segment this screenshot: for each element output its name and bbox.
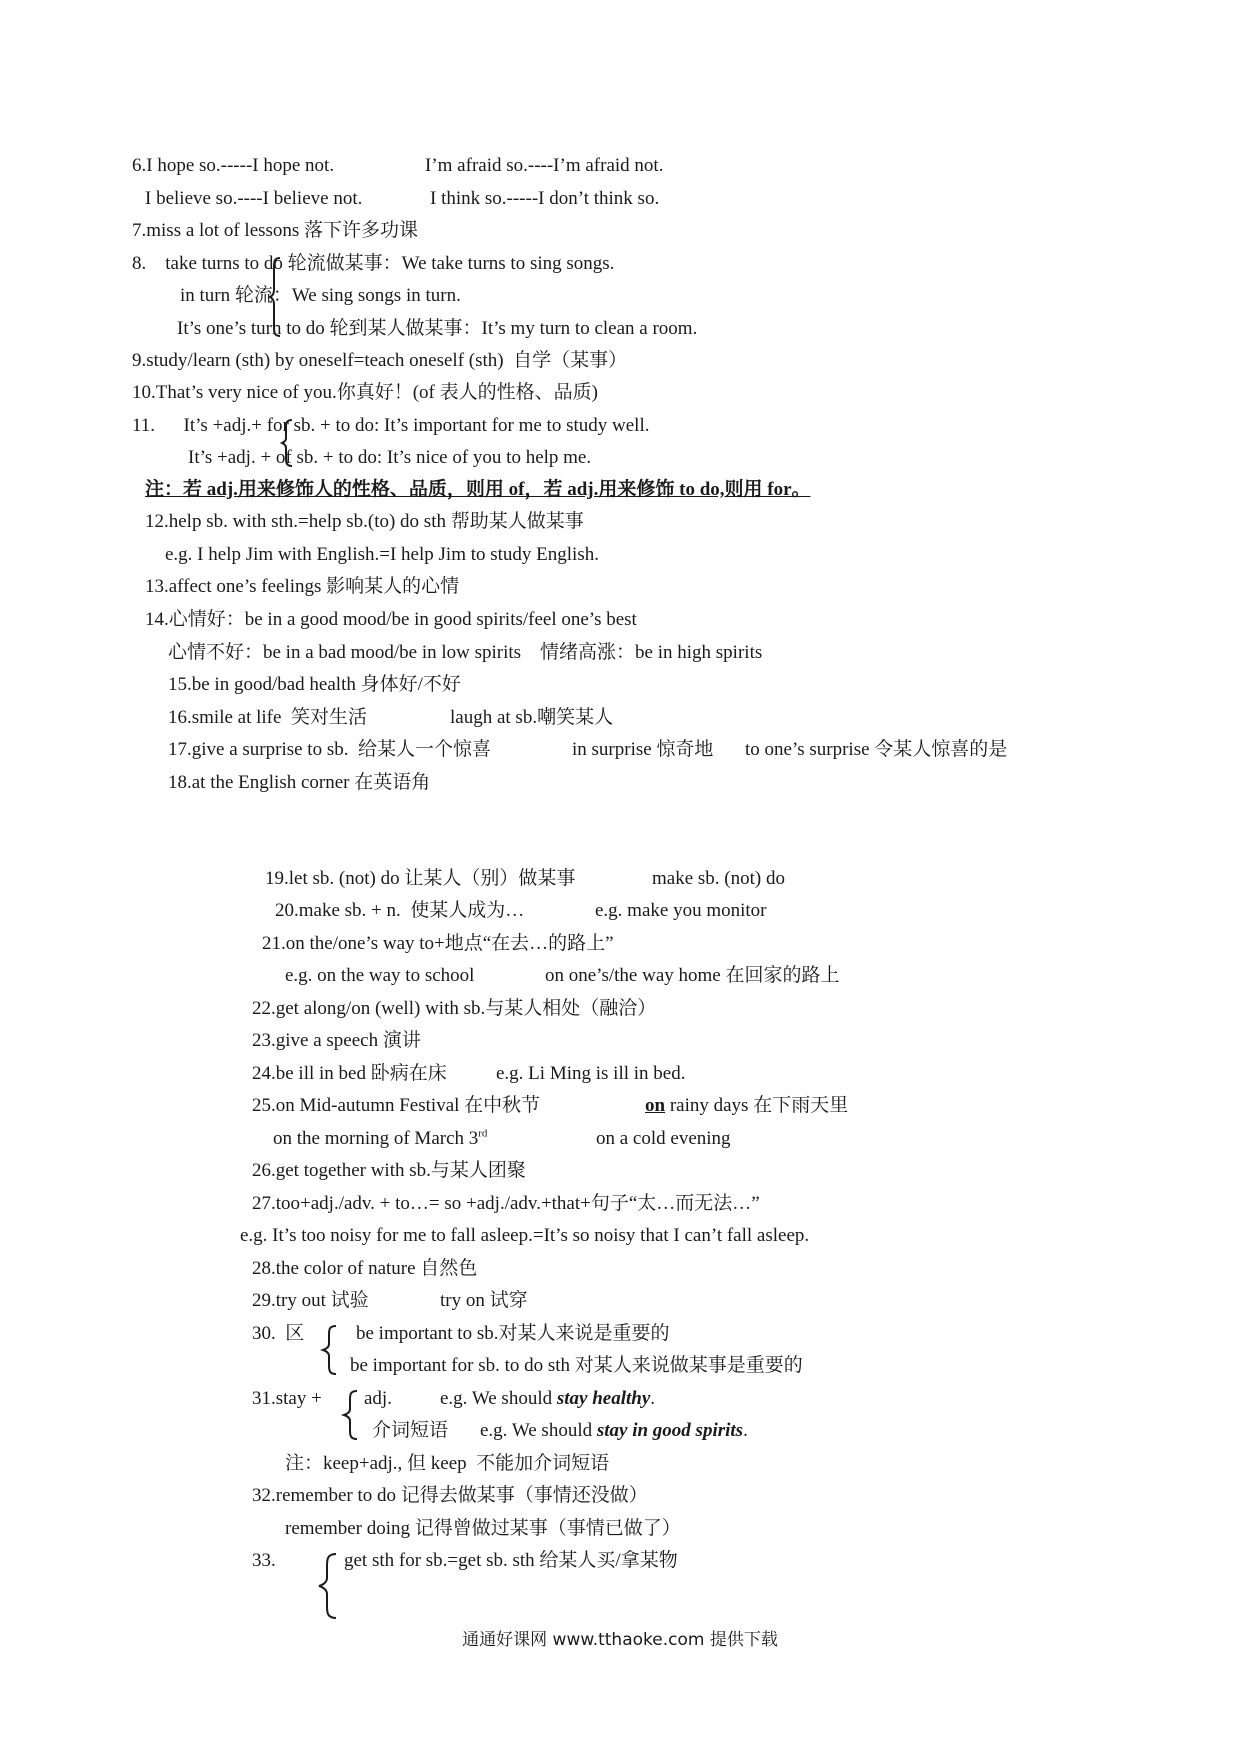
item-31-adj-example: e.g. We should stay healthy. xyxy=(440,1388,656,1409)
item-17b: in surprise 惊奇地 xyxy=(572,739,714,760)
item-30-line2: be important for sb. to do sth 对某人来说做某事是重要的 xyxy=(350,1355,803,1376)
item-20a: 20.make sb. + n. 使某人成为… xyxy=(275,900,525,921)
item-31-adj: adj. xyxy=(364,1388,392,1409)
item-28: 28.the color of nature 自然色 xyxy=(252,1258,478,1279)
item-27: 27.too+adj./adv. + to…= so +adj./adv.+that+句子“太…而无法…” xyxy=(252,1193,760,1214)
item-12-example: e.g. I help Jim with English.=I help Jim to study English. xyxy=(165,544,599,565)
item-31-prep-example: e.g. We should stay in good spirits. xyxy=(480,1420,748,1441)
item-31-prep: 介词短语 xyxy=(372,1420,449,1441)
item-6-line2: I believe so.----I believe not. xyxy=(145,188,363,209)
item-6-line1: 6.I hope so.-----I hope not. xyxy=(132,155,335,176)
item-12: 12.help sb. with sth.=help sb.(to) do sth 帮助某人做某事 xyxy=(145,511,584,532)
item-21: 21.on the/one’s way to+地点“在去…的路上” xyxy=(262,933,614,954)
item-32-line2: remember doing 记得曾做过某事（事情已做了） xyxy=(285,1518,681,1539)
item-16a: 16.smile at life 笑对生活 xyxy=(168,707,367,728)
item-9: 9.study/learn (sth) by oneself=teach oneself (sth) 自学（某事） xyxy=(132,350,628,371)
item-15: 15.be in good/bad health 身体好/不好 xyxy=(168,674,461,695)
page-footer: 通通好课网 www.tthaoke.com 提供下载 xyxy=(462,1630,778,1650)
item-20b: e.g. make you monitor xyxy=(595,900,767,921)
item-30: 30. 区 xyxy=(252,1323,305,1344)
note-of-for: 注：若 adj.用来修饰人的性格、品质，则用 of，若 adj.用来修饰 to do,则用 for。 xyxy=(145,479,811,500)
item-22: 22.get along/on (well) with sb.与某人相处（融洽） xyxy=(252,998,657,1019)
item-25b: on rainy days 在下雨天里 xyxy=(645,1095,849,1116)
item-21-example-a: e.g. on the way to school xyxy=(285,965,475,986)
item-7: 7.miss a lot of lessons 落下许多功课 xyxy=(132,220,419,241)
item-24b: e.g. Li Ming is ill in bed. xyxy=(496,1063,686,1084)
item-19a: 19.let sb. (not) do 让某人（别）做某事 xyxy=(265,868,576,889)
item-8-line2: in turn 轮流：We sing songs in turn. xyxy=(180,285,461,306)
item-27-example: e.g. It’s too noisy for me to fall asleep.=It’s so noisy that I can’t fall asleep. xyxy=(240,1225,810,1246)
item-17c: to one’s surprise 令某人惊喜的是 xyxy=(745,739,1008,760)
item-11-line1: 11. It’s +adj.+ for sb. + to do: It’s important for me to study well. xyxy=(132,415,650,436)
item-13: 13.affect one’s feelings 影响某人的心情 xyxy=(145,576,460,597)
item-29a: 29.try out 试验 xyxy=(252,1290,369,1311)
item-11-line2: It’s +adj. + of sb. + to do: It’s nice of you to help me. xyxy=(188,447,592,468)
item-10: 10.That’s very nice of you.你真好！(of 表人的性格、品质) xyxy=(132,382,598,403)
item-18: 18.at the English corner 在英语角 xyxy=(168,772,431,793)
item-24a: 24.be ill in bed 卧病在床 xyxy=(252,1063,447,1084)
item-33: 33. xyxy=(252,1550,276,1571)
item-26: 26.get together with sb.与某人团聚 xyxy=(252,1160,526,1181)
item-31-brace xyxy=(343,1387,361,1443)
item-6-line2b: I think so.-----I don’t think so. xyxy=(430,188,660,209)
item-11-brace xyxy=(282,418,296,468)
item-8-brace xyxy=(270,256,286,338)
item-8-line1: 8. take turns to do 轮流做某事：We take turns to sing songs. xyxy=(132,253,615,274)
item-17a: 17.give a surprise to sb. 给某人一个惊喜 xyxy=(168,739,491,760)
item-31: 31.stay + xyxy=(252,1388,322,1409)
item-14-line2: 心情不好：be in a bad mood/be in low spirits 情绪高涨：be in high spirits xyxy=(168,642,763,663)
item-33-brace xyxy=(318,1550,340,1622)
item-31-note: 注：keep+adj., 但 keep 不能加介词短语 xyxy=(285,1453,610,1474)
item-21-example-b: on one’s/the way home 在回家的路上 xyxy=(545,965,840,986)
item-19b: make sb. (not) do xyxy=(652,868,785,889)
item-25c: on the morning of March 3rd xyxy=(273,1127,488,1149)
item-32-line1: 32.remember to do 记得去做某事（事情还没做） xyxy=(252,1485,648,1506)
item-6-line1b: I’m afraid so.----I’m afraid not. xyxy=(425,155,664,176)
item-25a: 25.on Mid-autumn Festival 在中秋节 xyxy=(252,1095,541,1116)
item-29b: try on 试穿 xyxy=(440,1290,528,1311)
item-33-line1: get sth for sb.=get sb. sth 给某人买/拿某物 xyxy=(344,1550,678,1571)
item-30-brace xyxy=(322,1322,340,1378)
item-16b: laugh at sb.嘲笑某人 xyxy=(450,707,614,728)
item-23: 23.give a speech 演讲 xyxy=(252,1030,421,1051)
item-8-line3: It’s one’s turn to do 轮到某人做某事：It’s my turn to clean a room. xyxy=(177,318,698,339)
item-25d: on a cold evening xyxy=(596,1128,731,1149)
item-14-line1: 14.心情好：be in a good mood/be in good spirits/feel one’s best xyxy=(145,609,637,630)
item-30-line1: be important to sb.对某人来说是重要的 xyxy=(356,1323,670,1344)
